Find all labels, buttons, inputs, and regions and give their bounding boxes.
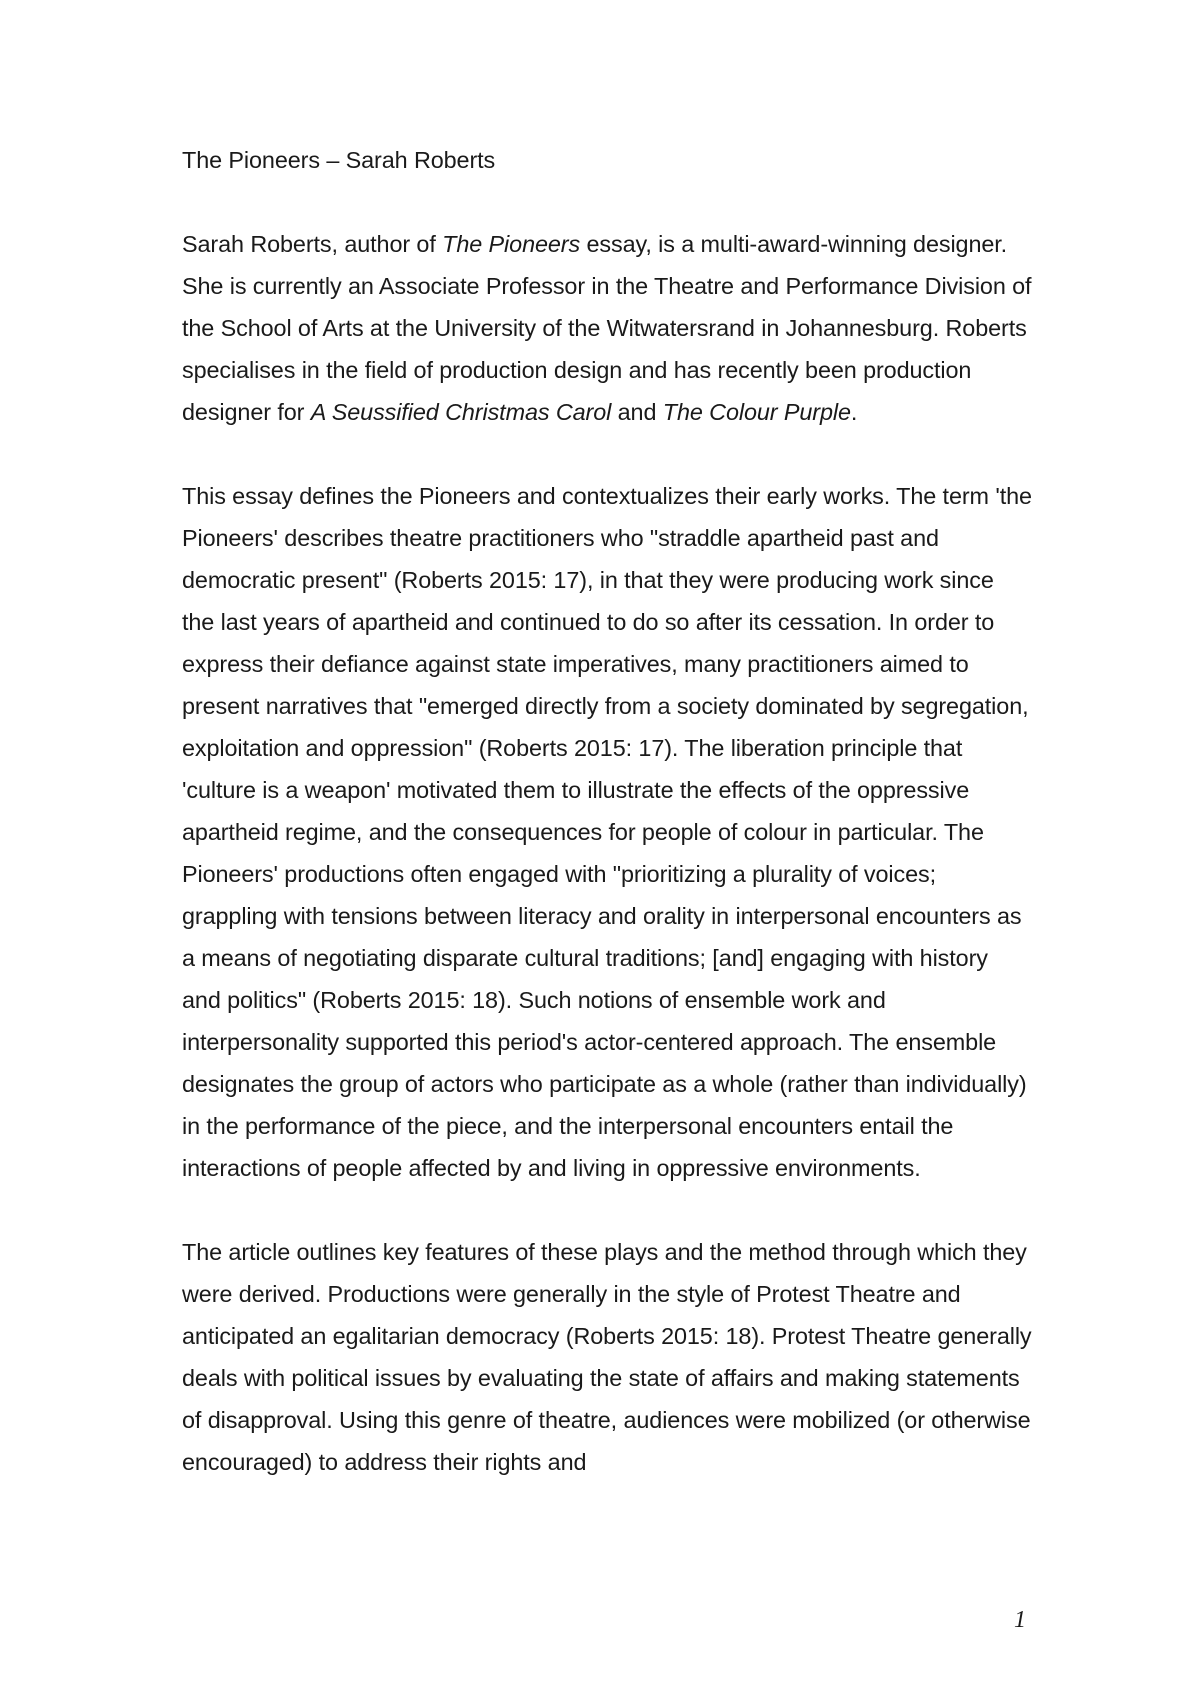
page-number: 1 [1014,1607,1026,1633]
paragraph-essay-definition [182,475,1032,1189]
italic-title-run: The Pioneers [442,231,581,257]
document-body [182,139,1032,1483]
italic-title-run: A Seussified Christmas Carol [310,399,612,425]
text-run: The article outlines key features of these plays and the method through which they were derived. Productions were generally in the style of Protest Theatre and anticipated an egalitarian democracy (Roberts 2015: 18). Protest Theatre generally deals with political issues by evaluating the state of affairs and making statements of disapproval. Using this genre of theatre, audiences were mobilized (or otherwise encouraged) to address their rights and [182,1239,1032,1475]
text-run: and [611,399,663,425]
text-run: essay, is a multi-award-winning designer. She is currently an Associate Professor in the Theatre and Performance Division of the School of Arts at the University of the Witwatersrand in Johannesburg. Roberts specialises in the field of production design and has recently been production designer for [182,231,1032,425]
text-run: Sarah Roberts, author of [182,231,443,257]
paragraph-article-outline [182,1231,1032,1483]
italic-title-run: The Colour Purple [662,399,851,425]
text-run: . [850,399,858,425]
paragraph-author-bio [182,223,1032,433]
document-title: The Pioneers – Sarah Roberts [182,147,496,173]
text-run: This essay defines the Pioneers and contextualizes their early works. The term 'the Pioneers' describes theatre practitioners who "straddle apartheid past and democratic present" (Roberts 2015: 17), in that they were producing work since the last years of apartheid and continued to do so after its cessation. In order to express their defiance against state imperatives, many practitioners aimed to present narratives that "emerged directly from a society dominated by segregation, exploitation and oppression" (Roberts 2015: 17). The liberation principle that 'culture is a weapon' motivated them to illustrate the effects of the oppressive apartheid regime, and the consequences for people of colour in particular. The Pioneers' productions often engaged with "prioritizing a plurality of voices; grappling with tensions between literacy and orality in interpersonal encounters as a means of negotiating disparate cultural traditions; [and] engaging with history and politics" (Roberts 2015: 18). Such notions of ensemble work and interpersonality supported this period's actor-centered approach. The ensemble designates the group of actors who participate as a whole (rather than individually) in the performance of the piece, and the interpersonal encounters entail the interactions of people affected by and living in oppressive environments. [182,483,1032,1181]
